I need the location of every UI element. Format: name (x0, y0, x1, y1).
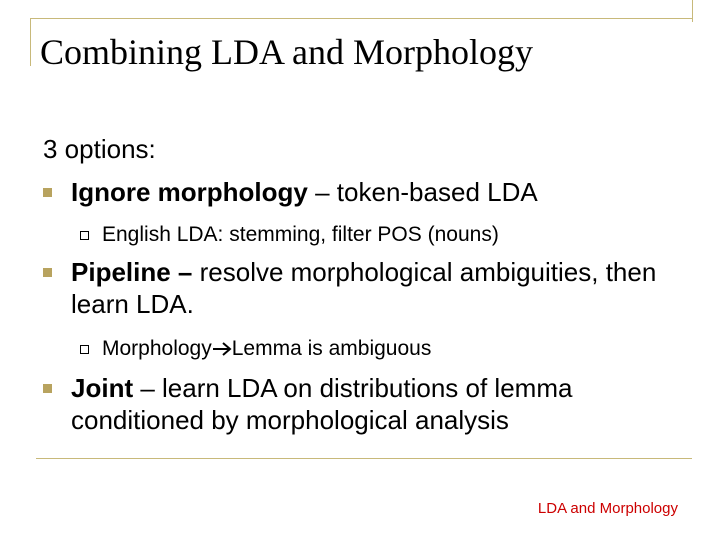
bullet-bold: Pipeline – (71, 257, 193, 287)
bullet-rest: resolve morphological ambiguities, then learn LDA. (71, 257, 657, 319)
square-bullet-icon (43, 188, 52, 197)
right-arrow-icon (212, 341, 232, 357)
bullet-text (71, 256, 691, 320)
bullet-rest: – learn LDA on distributions of lemma conditioned by morphological analysis (71, 373, 573, 435)
bullet-bold: Ignore morphology (71, 177, 308, 207)
footer-text: LDA and Morphology (537, 500, 678, 517)
hollow-square-bullet-icon (80, 231, 89, 240)
sub-bullet-text (102, 336, 431, 362)
square-bullet-icon (43, 384, 52, 393)
top-rule (30, 18, 692, 19)
bullet-text (71, 176, 691, 208)
slide-title: Combining LDA and Morphology (40, 32, 533, 72)
bullet-bold: Joint (71, 373, 134, 403)
left-rule (30, 18, 31, 66)
sub-bullet-before: Morphology (102, 337, 212, 360)
square-bullet-icon (43, 268, 52, 277)
footer-rule (36, 458, 692, 459)
sub-bullet-after: Lemma is ambiguous (231, 337, 432, 360)
intro-text: 3 options: (43, 134, 156, 164)
right-rule (692, 0, 693, 22)
bullet-text (71, 372, 691, 436)
bullet-rest: – token-based LDA (307, 177, 538, 207)
sub-bullet-text: English LDA: stemming, filter POS (nouns) (102, 223, 499, 246)
hollow-square-bullet-icon (80, 345, 89, 354)
